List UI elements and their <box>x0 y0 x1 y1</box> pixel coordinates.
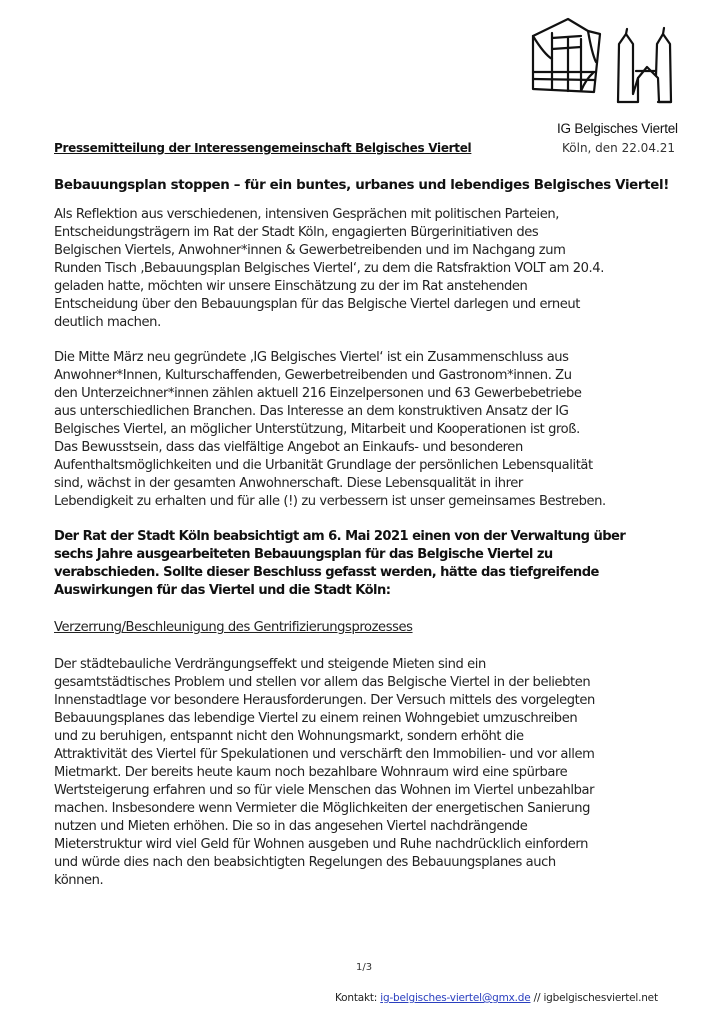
contact-label: Kontakt: <box>335 992 378 1004</box>
footer-contact <box>335 992 658 1004</box>
page-number: 1/3 <box>356 962 373 973</box>
text-line: Innenstadtlage vor besondere Herausforderungen. Der Versuch mittels des vorgelegten <box>54 693 595 708</box>
paragraph-intro <box>54 206 694 332</box>
text-line: Belgischen Viertels, Anwohner*innen & Gewerbetreibenden und im Nachgang zum <box>54 243 566 258</box>
text-line: verabschieden. Sollte dieser Beschluss gefasst werden, hätte das tiefgreifende <box>54 565 599 580</box>
text-line: Mieterstruktur wird viel Geld für Wohnen ausgeben und Ruhe nachdrücklich einfordern <box>54 837 589 852</box>
website-text: igbelgischesviertel.net <box>543 992 658 1004</box>
text-line: gesamtstädtisches Problem und stellen vor allem das Belgische Viertel in der beliebten <box>54 675 591 690</box>
text-line: Der städtebauliche Verdrängungseffekt und steigende Mieten sind ein <box>54 657 486 672</box>
text-line: Lebendigkeit zu erhalten und für alle (!) zu verbessern ist unser gemeinsames Bestreben. <box>54 494 606 509</box>
text-line: und würde dies nach den beabsichtigten Regelungen des Bebauungsplanes auch <box>54 855 556 870</box>
text-line: Aufenthaltsmöglichkeiten und die Urbanität Grundlage der persönlichen Lebensqualität <box>54 458 593 473</box>
logo <box>530 14 680 110</box>
text-line: Anwohner*Innen, Kulturschaffenden, Gewerbetreibenden und Gastronom*innen. Zu <box>54 368 572 383</box>
document-title: Bebauungsplan stoppen – für ein buntes, urbanes und lebendiges Belgisches Viertel! <box>54 178 669 193</box>
place-date: Köln, den 22.04.21 <box>562 141 676 155</box>
text-line: Wertsteigerung erfahren und so für viele Menschen das Wohnen im Viertel unbezahlbar <box>54 783 595 798</box>
text-line: Das Bewusstsein, dass das vielfältige Angebot an Einkaufs- und besonderen <box>54 440 523 455</box>
text-line: und zu beruhigen, entspannt nicht den Wohnungsmarkt, sondern erhöht die <box>54 729 524 744</box>
separator: // <box>533 992 541 1004</box>
text-line: Auswirkungen für das Viertel und die Stadt Köln: <box>54 583 391 598</box>
ig-logo-graphic <box>530 14 680 110</box>
text-line: Belgisches Viertel, an möglicher Unterstützung, Mitarbeit und Kooperationen ist groß. <box>54 422 580 437</box>
paragraph-council-decision <box>54 528 694 600</box>
text-line: Die Mitte März neu gegründete ‚IG Belgisches Viertel‘ ist ein Zusammenschluss aus <box>54 350 569 365</box>
text-line: aus unterschiedlichen Branchen. Das Interesse an dem konstruktiven Ansatz der IG <box>54 404 569 419</box>
section-subheading: Verzerrung/Beschleunigung des Gentrifizierungsprozesses <box>54 620 413 635</box>
text-line: können. <box>54 873 104 888</box>
text-line: Attraktivität des Viertel für Spekulationen und verschärft den Immobilien- und vor allem <box>54 747 595 762</box>
text-line: Runden Tisch ‚Bebauungsplan Belgisches Viertel‘, zu dem die Ratsfraktion VOLT am 20.4. <box>54 261 604 276</box>
paragraph-about <box>54 349 694 511</box>
org-name: IG Belgisches Viertel <box>557 121 678 136</box>
text-line: sind, wächst in der gesamten Anwohnerschaft. Diese Lebensqualität in ihrer <box>54 476 523 491</box>
text-line: Bebauungsplanes das lebendige Viertel zu einem reinen Wohngebiet umzuschreiben <box>54 711 578 726</box>
text-line: nutzen und Mieten erhöhen. Die so in das angesehen Viertel nachdrängende <box>54 819 528 834</box>
text-line: Mietmarkt. Der bereits heute kaum noch bezahlbare Wohnraum wird eine spürbare <box>54 765 568 780</box>
text-line: geladen hatte, möchten wir unsere Einschätzung zu der im Rat anstehenden <box>54 279 528 294</box>
text-line: Der Rat der Stadt Köln beabsichtigt am 6. Mai 2021 einen von der Verwaltung über <box>54 529 626 544</box>
text-line: den Unterzeichner*innen zählen aktuell 216 Einzelpersonen und 63 Gewerbebetriebe <box>54 386 582 401</box>
paragraph-gentrification <box>54 656 694 890</box>
text-line: machen. Insbesondere wenn Vermieter die Möglichkeiten der energetischen Sanierung <box>54 801 591 816</box>
text-line: Als Reflektion aus verschiedenen, intensiven Gesprächen mit politischen Parteien, <box>54 207 559 222</box>
text-line: Entscheidung über den Bebauungsplan für das Belgische Viertel darlegen und erneut <box>54 297 580 312</box>
text-line: Entscheidungsträgern im Rat der Stadt Köln, engagierten Bürgerinitiativen des <box>54 225 539 240</box>
text-line: deutlich machen. <box>54 315 161 330</box>
text-line: sechs Jahre ausgearbeiteten Bebauungsplan für das Belgische Viertel zu <box>54 547 553 562</box>
email-link[interactable]: ig-belgisches-viertel@gmx.de <box>380 992 531 1004</box>
press-release-heading: Pressemitteilung der Interessengemeinschaft Belgisches Viertel <box>54 141 472 155</box>
